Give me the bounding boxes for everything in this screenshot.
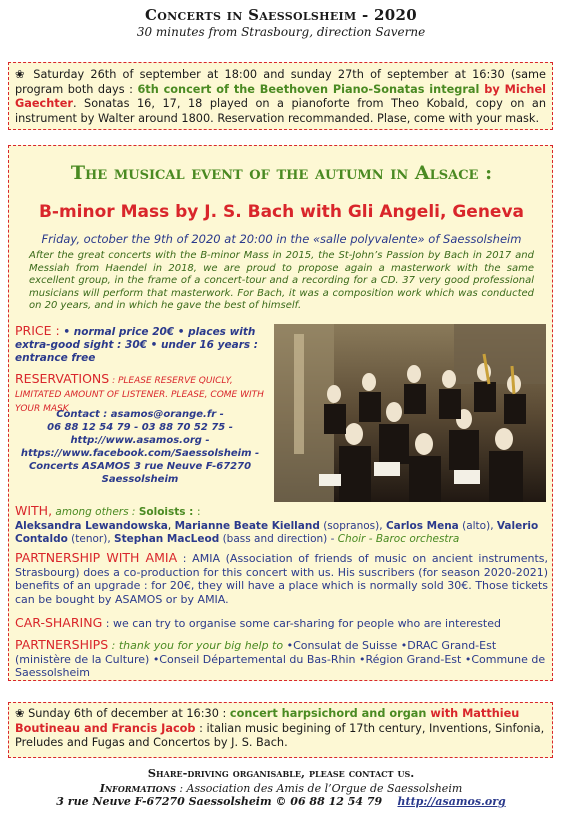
main-event-box xyxy=(8,145,553,681)
contact-line: Concerts ASAMOS 3 rue Neuve F-67270 xyxy=(28,461,252,472)
orchestra-photo-image xyxy=(274,324,546,502)
event-harpsichord-highlight: concert harpsichord and organ xyxy=(229,707,427,720)
with-label: WITH, xyxy=(15,503,53,518)
orchestra-photo xyxy=(274,324,546,502)
page-footer xyxy=(0,766,562,808)
info-line xyxy=(0,782,562,795)
car-label: CAR-SHARING xyxy=(15,615,103,630)
info-text: : Association des Amis de l’Orgue de Saessolsheim xyxy=(175,782,463,795)
main-headline: The musical event of the autumn in Alsace : xyxy=(70,162,493,184)
page-header xyxy=(0,6,562,39)
contact-line[interactable]: http://www.asamos.org - xyxy=(70,435,210,446)
with-soloists: Soloists : xyxy=(138,506,198,518)
partners-thanks: : thank you for your big help to xyxy=(108,639,287,652)
car-sharing-section xyxy=(15,616,548,631)
price-section xyxy=(15,324,265,365)
price-label: PRICE : xyxy=(15,323,60,338)
amia-label: PARTNERSHIP WITH AMIA xyxy=(15,550,178,565)
partners-text: •Consulat de Suisse •DRAC Grand-Est (ministère de la Culture) •Conseil Départemental du Bas-Rhin •Région Grand-Est •Commune de Saessolsheim xyxy=(15,639,546,679)
event-harpsichord-box xyxy=(8,702,553,758)
website-link[interactable]: http://asamos.org xyxy=(397,795,506,808)
partnerships-section xyxy=(15,638,548,680)
contact-line: 06 88 12 54 79 - 03 88 70 52 75 - xyxy=(47,422,233,433)
concert-date: Friday, october the 9th of 2020 at 20:00 in the «salle polyvalente» of Saessolsheim xyxy=(41,232,522,246)
choir-orchestra: Choir - Baroc orchestra xyxy=(337,533,460,545)
price-text: • normal price 20€ • places with extra-good sight : 30€ • under 16 years : entrance free xyxy=(15,326,258,364)
singer-name: Carlos Mena xyxy=(385,519,459,532)
intro-paragraph: After the great concerts with the B-minor Mass in 2015, the St-John’s Passion by Bach in 2017 and Messiah from Haendel in 2018, we are proud to propose again a masterwork with the same excellent group, in the frame of a concert-tour and a recording for a CD. 37 very good professional musicians will perform that masterwork. For Bach, it was a composition work which was conducted on 20 years, and in which he gave the best of himself. xyxy=(29,250,534,311)
address-text: 3 rue Neuve F-67270 Saessolsheim © 06 88 12 54 79 xyxy=(56,795,383,808)
with-colon: : xyxy=(197,506,201,518)
contact-line[interactable]: https://www.facebook.com/Saessolsheim - xyxy=(20,448,260,459)
with-among: among others : xyxy=(52,506,139,518)
contact-block xyxy=(9,408,271,486)
flower-icon: ❀ xyxy=(15,707,25,720)
share-driving-note: Share-driving organisable, please contact us. xyxy=(147,766,415,780)
voice-label: (bass and direction) - xyxy=(219,533,338,545)
amia-section xyxy=(15,551,548,606)
address-line xyxy=(0,795,562,808)
car-text: : we can try to organise some car-sharing for people who are interested xyxy=(102,617,501,630)
event-harpsichord-text-a: Sunday 6th of december at 16:30 : xyxy=(28,707,230,720)
contact-line[interactable]: Contact : asamos@orange.fr - xyxy=(56,409,224,420)
partners-label: PARTNERSHIPS xyxy=(15,637,109,652)
singer-name: Valerio Contaldo xyxy=(15,519,539,545)
voice-label: (sopranos), xyxy=(319,519,386,532)
info-label: Informations xyxy=(99,782,176,795)
singer-name: Stephan MacLeod xyxy=(114,533,220,545)
amia-text: : AMIA (Association of friends of music on ancient instruments, Strasbourg) does a co-production for this concert with us. His suscribers (for season 2020-2021) benefits of an upgrade : for 20€, they will have a place which is normally sold 30€. Those tickets can be bought by ASAMOS or by AMIA. xyxy=(15,552,548,606)
reservations-label: RESERVATIONS xyxy=(15,371,110,386)
with-section: WITH, among others : Soloists : : Aleksandra Lewandowska, Marianne Beate Kielland (sopranos), Carlos Mena (alto), Valerio Contaldo (tenor), Stephan MacLeod (bass and direction) - Choir - Baroc orchestra xyxy=(15,503,539,545)
event-harpsichord-with: with Matthieu Boutineau and Francis Jacob xyxy=(15,707,520,735)
singer-name: Marianne Beate Kielland xyxy=(174,519,320,532)
event-beethoven-by: by Michel Gaechter xyxy=(15,82,546,110)
flower-icon: ❀ xyxy=(15,68,28,81)
contact-line: Saessolsheim xyxy=(101,474,179,485)
singer-name: Aleksandra Lewandowska xyxy=(15,519,168,532)
event-beethoven-text-a: Saturday 26th of september at 18:00 and sunday 27th of september at 16:30 (same program both days : xyxy=(15,68,546,96)
page-title: Concerts in Saessolsheim - 2020 xyxy=(145,6,417,24)
page-subtitle: 30 minutes from Strasbourg, direction Saverne xyxy=(136,25,426,39)
voice-label: (tenor), xyxy=(67,533,115,545)
event-beethoven-text-b: . Sonatas 16, 17, 18 played on a pianoforte from Theo Kobald, copy on an instrument by Walter around 1800. Reservation recommanded. Plase, come with your mask. xyxy=(15,97,546,125)
event-harpsichord-text-b: : italian music begining of 17th century, Inventions, Sinfonia, Preludes and Fugas and Concertos by J. S. Bach. xyxy=(15,721,545,749)
event-beethoven-highlight: 6th concert of the Beethoven Piano-Sonatas integral xyxy=(137,82,480,96)
reservations-text: : PLEASE RESERVE QUICLY, LIMITATED AMOUNT OF LISTENER. PLEASE, COME WITH YOUR MASK xyxy=(15,376,264,414)
voice-label: (alto), xyxy=(458,519,497,532)
mass-title: B-minor Mass by J. S. Bach with Gli Angeli, Geneva xyxy=(38,202,525,222)
event-beethoven-box xyxy=(8,62,553,130)
